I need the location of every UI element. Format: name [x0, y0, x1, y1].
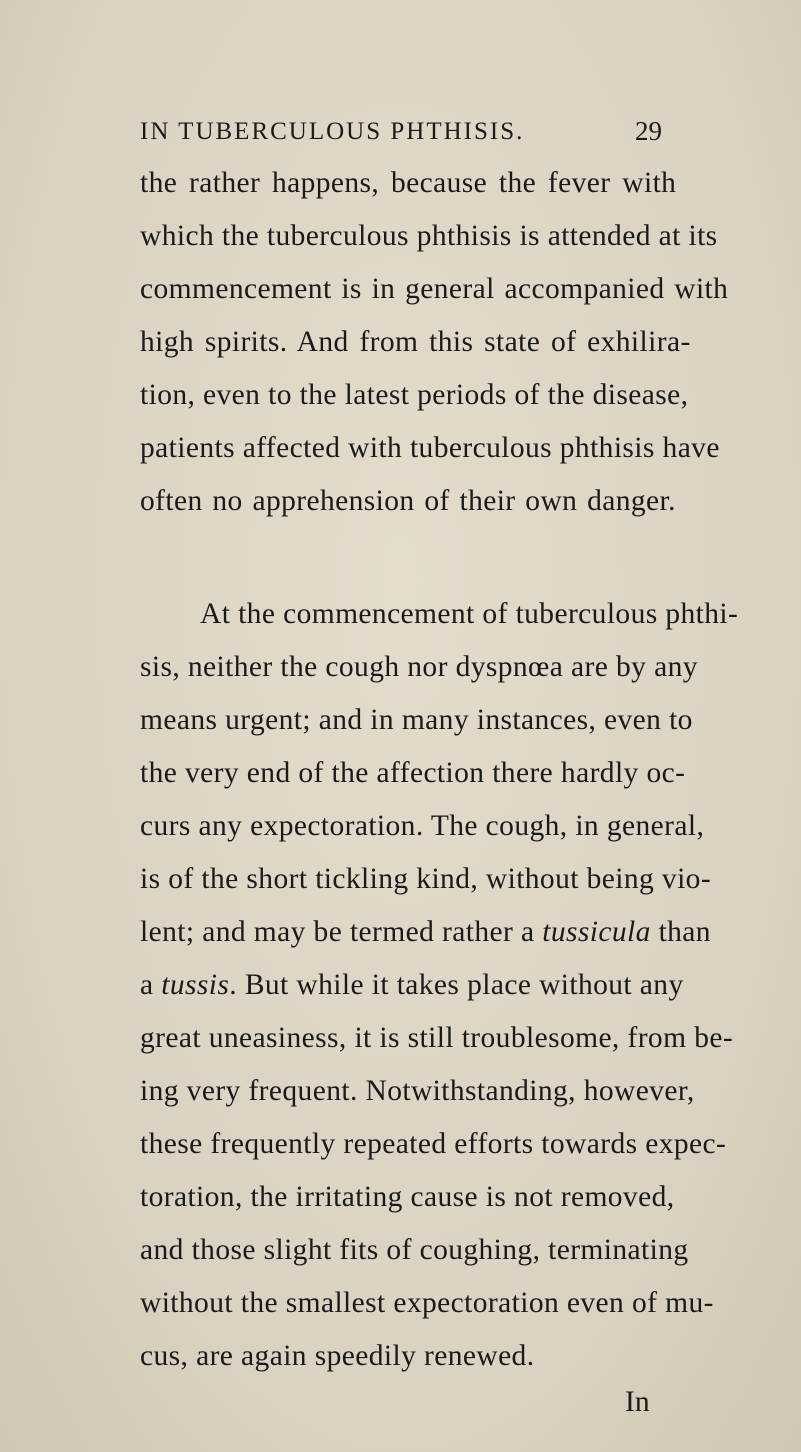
text-line: these frequently repeated efforts towards expec- [140, 1128, 727, 1160]
text-line: the very end of the affection there hardly oc- [140, 757, 686, 789]
text-line: great uneasiness, it is still troublesome, from be- [140, 1022, 734, 1054]
text-fragment: lent; and may be termed rather a [140, 916, 535, 948]
text-line: patients affected with tuberculous phthisis have [140, 432, 720, 464]
catchword: In [625, 1386, 650, 1418]
text-line: curs any expectoration. The cough, in general, [140, 810, 705, 842]
text-line: At the commencement of tuberculous phthi- [200, 598, 739, 630]
text-line: sis, neither the cough nor dyspnœa are by any [140, 651, 698, 683]
running-head: IN TUBERCULOUS PHTHISIS. [140, 118, 525, 145]
text-line: high spirits. And from this state of exhilira- [140, 326, 691, 358]
text-line: and those slight fits of coughing, terminating [140, 1234, 689, 1266]
text-line [140, 916, 711, 949]
text-line: means urgent; and in many instances, even to [140, 704, 693, 736]
italic-term: tussis [161, 969, 230, 1001]
text-line: commencement is in general accompanied with [140, 273, 729, 305]
text-line: the rather happens, because the fever with [140, 167, 677, 199]
text-fragment: a [140, 969, 154, 1001]
text-line: cus, are again speedily renewed. [140, 1340, 535, 1372]
text-line: toration, the irritating cause is not removed, [140, 1181, 675, 1213]
text-line [140, 969, 684, 1002]
text-line: is of the short tickling kind, without being vio- [140, 863, 712, 895]
text-fragment: than [658, 916, 711, 948]
text-line: often no apprehension of their own danger. [140, 485, 676, 517]
text-line: tion, even to the latest periods of the disease, [140, 379, 689, 411]
text-fragment: . But while it takes place without any [229, 969, 684, 1001]
italic-term: tussicula [542, 916, 651, 948]
text-line: which the tuberculous phthisis is attended at its [140, 220, 718, 252]
text-line: ing very frequent. Notwithstanding, however, [140, 1075, 695, 1107]
page-number: 29 [635, 116, 662, 146]
text-line: without the smallest expectoration even of mu- [140, 1287, 714, 1319]
